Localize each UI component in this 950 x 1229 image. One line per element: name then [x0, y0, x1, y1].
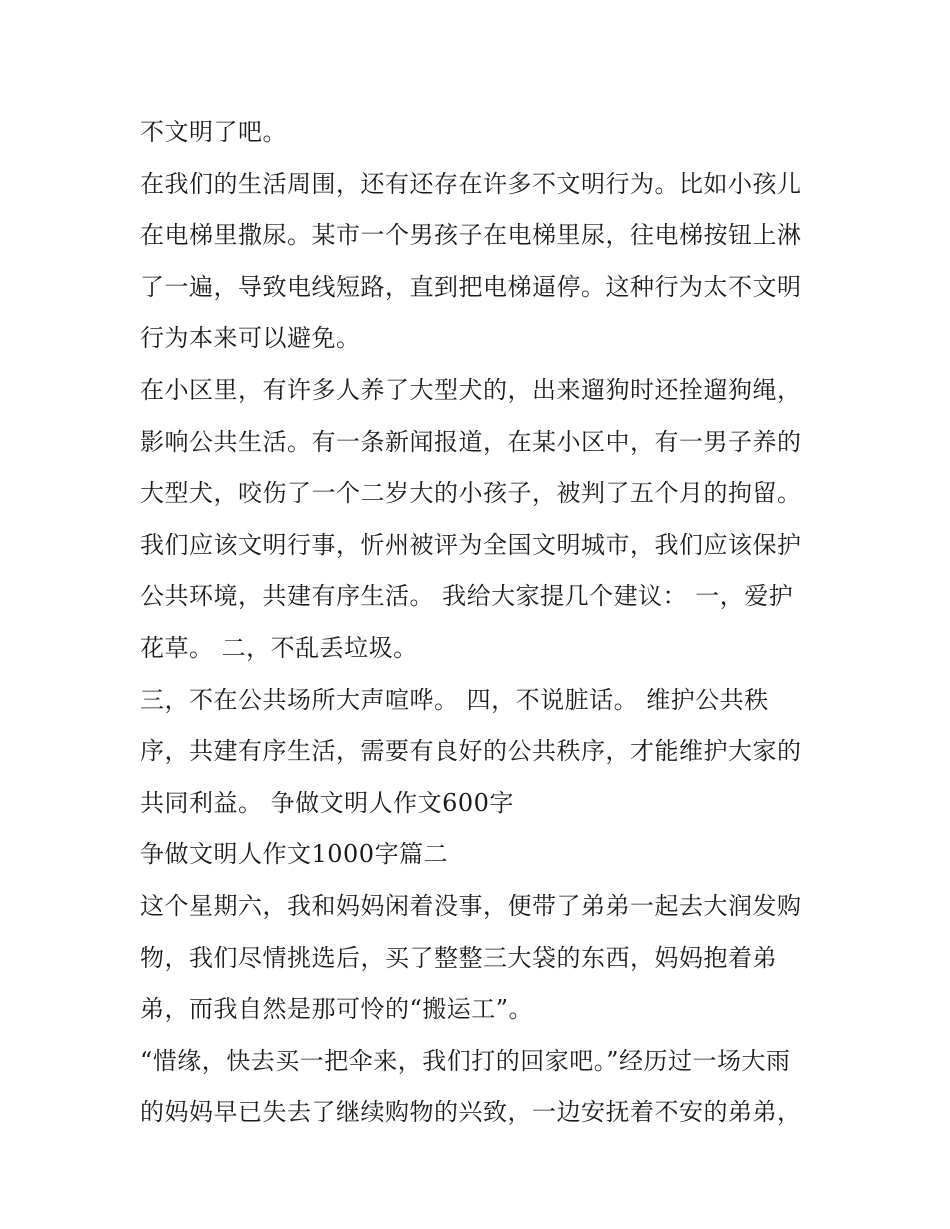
text-line: 花草。 二，不乱丢垃圾。	[140, 633, 418, 662]
text-line: 公共环境，共建有序生活。 我给大家提几个建议： 一，爱护	[140, 582, 794, 611]
text-line: 弟，而我自然是那可怜的“搬运工”。	[140, 995, 534, 1024]
text-line: 了一遍，导致电线短路，直到把电梯逼停。这种行为太不文明	[140, 272, 802, 301]
text-line: 影响公共生活。有一条新闻报道，在某小区中，有一男子养的	[140, 427, 802, 456]
text-line: 在电梯里撒尿。某市一个男孩子在电梯里尿，往电梯按钮上淋	[140, 221, 802, 250]
text-line: 共同利益。 争做文明人作文600字	[140, 788, 514, 817]
text-line: 在我们的生活周围，还有还存在许多不文明行为。比如小孩儿	[140, 169, 802, 198]
text-line: 不文明了吧。	[140, 118, 287, 146]
text-line: 大型犬，咬伤了一个二岁大的小孩子，被判了五个月的拘留。	[140, 479, 802, 508]
text-line: 我们应该文明行事，忻州被评为全国文明城市，我们应该保护	[140, 530, 802, 559]
text-line: 的妈妈早已失去了继续购物的兴致，一边安抚着不安的弟弟，	[140, 1098, 802, 1127]
text-line: “惜缘，快去买一把伞来，我们打的回家吧。”经历过一场大雨	[140, 1046, 791, 1075]
section-heading: 争做文明人作文1000字篇二	[140, 840, 449, 869]
text-line: 行为本来可以避免。	[140, 324, 361, 353]
text-line: 这个星期六，我和妈妈闲着没事，便带了弟弟一起去大润发购	[140, 891, 802, 920]
text-line: 三，不在公共场所大声喧哗。 四，不说脏话。 维护公共秩	[140, 685, 769, 714]
text-line: 序，共建有序生活，需要有良好的公共秩序，才能维护大家的	[140, 737, 802, 766]
document-body	[140, 107, 820, 1139]
text-line: 在小区里，有许多人养了大型犬的，出来遛狗时还拴遛狗绳，	[140, 375, 802, 404]
text-line: 物，我们尽情挑选后，买了整整三大袋的东西，妈妈抱着弟	[140, 943, 777, 972]
